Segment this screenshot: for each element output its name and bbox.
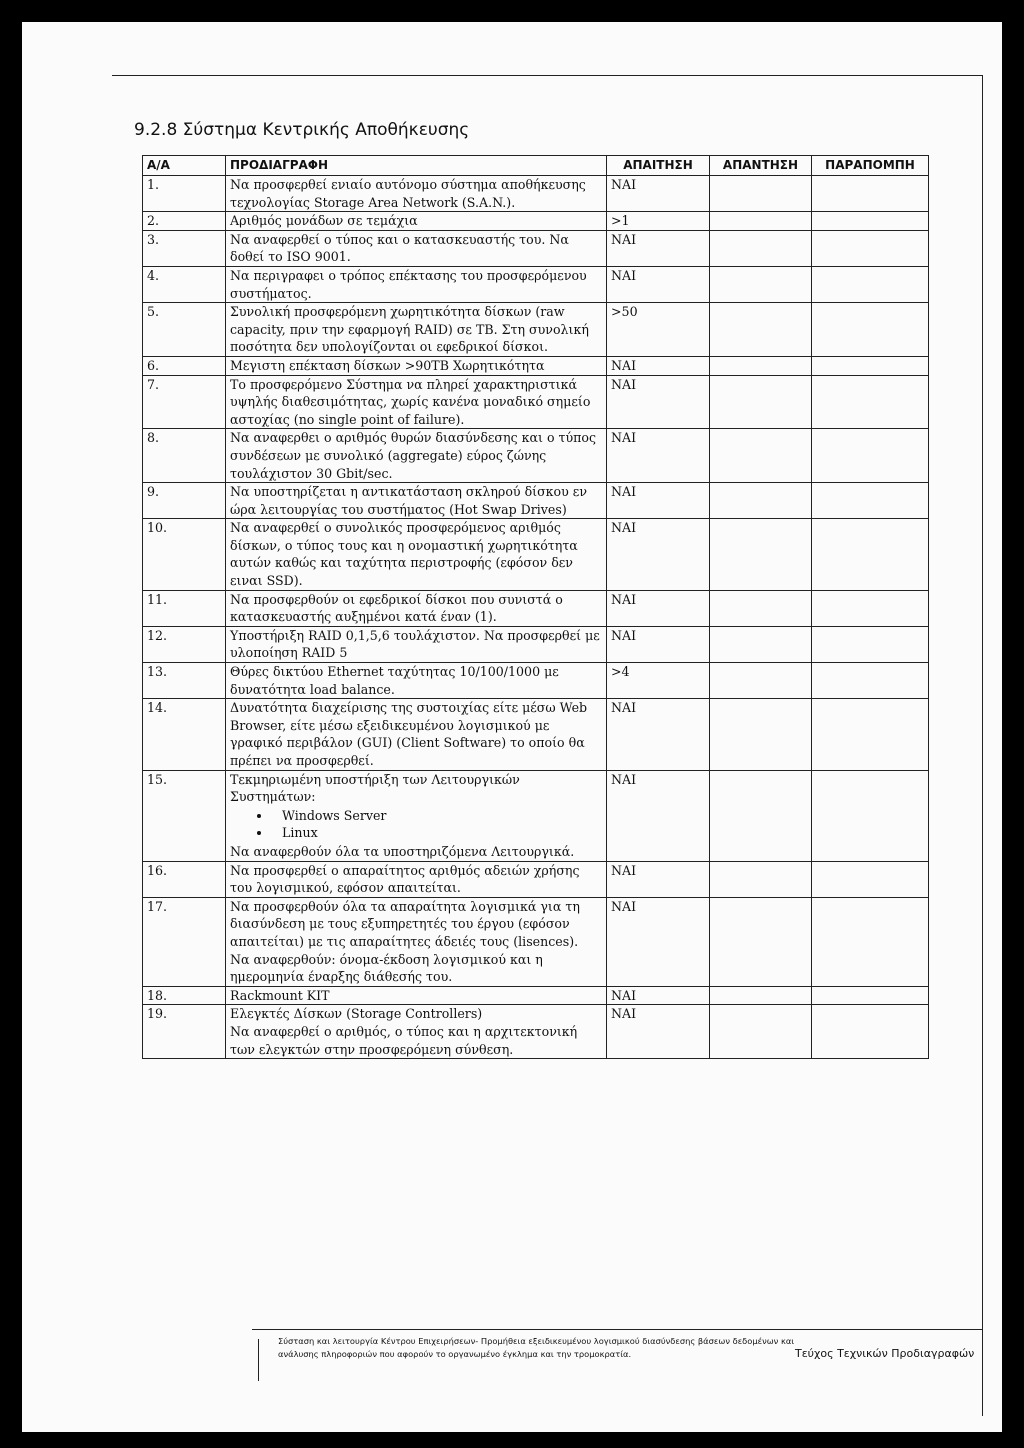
header-specification: ΠΡΟΔΙΑΓΡΑΦΗ bbox=[226, 156, 607, 176]
row-description bbox=[226, 663, 607, 699]
description-text: Δυνατότητα διαχείρισης της συστοιχίας είτε μέσω Web Browser, είτε μέσω εξειδικευμένου λογισμικού με γραφικό περιβάλον (GUI) (Client Software) το οποίο θα πρέπει να προσφερθεί. bbox=[230, 700, 588, 768]
row-number: 2. bbox=[143, 212, 226, 231]
row-requirement: >4 bbox=[607, 663, 710, 699]
header-answer: ΑΠΑΝΤΗΣΗ bbox=[710, 156, 812, 176]
table-row bbox=[143, 176, 929, 212]
row-requirement: ΝΑΙ bbox=[607, 897, 710, 986]
description-text: Να υποστηρίζεται η αντικατάσταση σκληρού δίσκου εν ώρα λειτουργίας του συστήματος (Hot Swap Drives) bbox=[230, 484, 587, 517]
row-description bbox=[226, 266, 607, 302]
row-reference bbox=[812, 519, 929, 590]
row-answer bbox=[710, 626, 812, 662]
row-description bbox=[226, 770, 607, 861]
document-page bbox=[22, 22, 1002, 1432]
description-text: Να προσφερθούν οι εφεδρικοί δίσκοι που συνιστά ο κατασκευαστής αυξημένοι κατά έναν (1). bbox=[230, 591, 563, 625]
specification-table bbox=[142, 155, 929, 1059]
table-row bbox=[143, 626, 929, 662]
header-aa: Α/Α bbox=[143, 156, 226, 176]
row-reference bbox=[812, 770, 929, 861]
row-reference bbox=[812, 375, 929, 429]
row-answer bbox=[710, 897, 812, 986]
row-requirement: ΝΑΙ bbox=[607, 356, 710, 375]
row-answer bbox=[710, 590, 812, 626]
row-reference bbox=[812, 483, 929, 519]
row-reference bbox=[812, 176, 929, 212]
row-number: 7. bbox=[143, 375, 226, 429]
row-reference bbox=[812, 663, 929, 699]
row-requirement: ΝΑΙ bbox=[607, 699, 710, 770]
footer-document-title: Τεύχος Τεχνικών Προδιαγραφών bbox=[795, 1347, 975, 1360]
row-reference bbox=[812, 356, 929, 375]
row-reference bbox=[812, 429, 929, 483]
row-requirement: >50 bbox=[607, 303, 710, 357]
row-answer bbox=[710, 861, 812, 897]
section-title: 9.2.8 Σύστημα Κεντρικής Αποθήκευσης bbox=[134, 120, 470, 140]
description-text: Το προσφερόμενο Σύστημα να πληρεί χαρακτηριστικά υψηλής διαθεσιμότητας, χωρίς κανένα μοναδικό σημείο αστοχίας (no single point of failure). bbox=[230, 376, 591, 427]
row-number: 4. bbox=[143, 266, 226, 302]
description-text: Να αναφερθεί ο τύπος και ο κατασκευαστής του. Να δοθεί το ISO 9001. bbox=[230, 231, 569, 265]
row-description bbox=[226, 1005, 607, 1059]
row-description bbox=[226, 212, 607, 231]
description-text: Τεκμηριωμένη υποστήριξη των Λειτουργικών Συστημάτων: bbox=[230, 771, 520, 805]
row-number: 9. bbox=[143, 483, 226, 519]
row-answer bbox=[710, 519, 812, 590]
description-text: Υποστήριξη RAID 0,1,5,6 τουλάχιστον. Να προσφερθεί με υλοποίηση RAID 5 bbox=[230, 627, 600, 661]
row-number: 16. bbox=[143, 861, 226, 897]
row-requirement: ΝΑΙ bbox=[607, 626, 710, 662]
row-reference bbox=[812, 212, 929, 231]
table-row bbox=[143, 663, 929, 699]
table-row bbox=[143, 375, 929, 429]
row-answer bbox=[710, 1005, 812, 1059]
row-answer bbox=[710, 303, 812, 357]
row-requirement: >1 bbox=[607, 212, 710, 231]
description-text: Να προσφερθούν όλα τα απαραίτητα λογισμικά για τη διασύνδεση με τους εξυπηρετητές του έργου (εφόσον απαιτείται) με τις απαραίτητες άδειές τους (lisences). bbox=[230, 898, 580, 949]
row-number: 12. bbox=[143, 626, 226, 662]
table-row bbox=[143, 861, 929, 897]
row-requirement: ΝΑΙ bbox=[607, 429, 710, 483]
row-description bbox=[226, 861, 607, 897]
page-footer bbox=[252, 1329, 982, 1379]
description-text: Να προσφερθεί ο απαραίτητος αριθμός αδειών χρήσης του λογισμικού, εφόσον απαιτείται. bbox=[230, 862, 580, 896]
row-requirement: ΝΑΙ bbox=[607, 483, 710, 519]
row-answer bbox=[710, 429, 812, 483]
bullet-list bbox=[230, 807, 602, 842]
bullet-item: • Linux bbox=[272, 824, 602, 842]
table-row bbox=[143, 897, 929, 986]
description-text: Να περιγραφει ο τρόπος επέκτασης του προσφερόμενου συστήματος. bbox=[230, 267, 587, 301]
row-reference bbox=[812, 861, 929, 897]
row-number: 19. bbox=[143, 1005, 226, 1059]
table-body bbox=[143, 176, 929, 1059]
row-requirement: ΝΑΙ bbox=[607, 861, 710, 897]
table-row bbox=[143, 699, 929, 770]
row-number: 13. bbox=[143, 663, 226, 699]
row-number: 1. bbox=[143, 176, 226, 212]
description-text: Να αναφερθεί ο συνολικός προσφερόμενος αριθμός δίσκων, ο τύπος τους και η ονομαστική χωρητικότητα αυτών καθώς και ταχύτητα περιστροφής (εφόσον δεν ειναι SSD). bbox=[230, 520, 578, 589]
description-text: Να προσφερθεί ενιαίο αυτόνομο σύστημα αποθήκευσης τεχνολογίας Storage Area Network (S.A.N.). bbox=[230, 177, 586, 210]
row-requirement: ΝΑΙ bbox=[607, 986, 710, 1005]
row-description bbox=[226, 230, 607, 266]
table-row bbox=[143, 519, 929, 590]
row-reference bbox=[812, 303, 929, 357]
row-reference bbox=[812, 266, 929, 302]
table-header-row bbox=[143, 156, 929, 176]
row-description bbox=[226, 356, 607, 375]
row-number: 8. bbox=[143, 429, 226, 483]
row-number: 14. bbox=[143, 699, 226, 770]
description-extra-text: Να αναφερθεί ο αριθμός, ο τύπος και η αρχιτεκτονική των ελεγκτών στην προσφερόμενη σύνθεση. bbox=[230, 1023, 578, 1057]
row-answer bbox=[710, 770, 812, 861]
row-description bbox=[226, 176, 607, 212]
description-text: Ελεγκτές Δίσκων (Storage Controllers) bbox=[230, 1006, 483, 1022]
footer-project-text: Σύσταση και λειτουργία Κέντρου Επιχειρήσεων- Προμήθεια εξειδικευμένου λογισμικού διασύνδεσης βάσεων δεδομένων και ανάλυσης πληροφοριών που αφορούν το οργανωμένο έγκλημα και την τρομοκρατία. bbox=[278, 1336, 795, 1359]
row-description bbox=[226, 303, 607, 357]
row-reference bbox=[812, 986, 929, 1005]
row-description bbox=[226, 375, 607, 429]
row-answer bbox=[710, 375, 812, 429]
header-requirement: ΑΠΑΙΤΗΣΗ bbox=[607, 156, 710, 176]
row-answer bbox=[710, 986, 812, 1005]
row-number: 5. bbox=[143, 303, 226, 357]
row-description bbox=[226, 483, 607, 519]
description-text: Αριθμός μονάδων σε τεμάχια bbox=[230, 213, 418, 229]
row-number: 10. bbox=[143, 519, 226, 590]
row-answer bbox=[710, 230, 812, 266]
table-row bbox=[143, 770, 929, 861]
row-number: 15. bbox=[143, 770, 226, 861]
row-description bbox=[226, 626, 607, 662]
row-answer bbox=[710, 266, 812, 302]
row-answer bbox=[710, 212, 812, 231]
row-description bbox=[226, 519, 607, 590]
description-text: Να αναφερθει ο αριθμός θυρών διασύνδεσης και ο τύπος συνδέσεων με συνολικό (aggregate) εύρος ζώνης τουλάχιστον 30 Gbit/sec. bbox=[230, 430, 597, 481]
row-answer bbox=[710, 356, 812, 375]
header-reference: ΠΑΡΑΠΟΜΠΗ bbox=[812, 156, 929, 176]
table-row bbox=[143, 303, 929, 357]
row-number: 18. bbox=[143, 986, 226, 1005]
row-reference bbox=[812, 626, 929, 662]
table-row bbox=[143, 429, 929, 483]
table-row bbox=[143, 230, 929, 266]
description-text: Rackmount KIT bbox=[230, 987, 330, 1003]
row-answer bbox=[710, 176, 812, 212]
row-description bbox=[226, 986, 607, 1005]
row-answer bbox=[710, 483, 812, 519]
row-reference bbox=[812, 230, 929, 266]
row-description bbox=[226, 699, 607, 770]
row-requirement: ΝΑΙ bbox=[607, 266, 710, 302]
footer-divider bbox=[258, 1339, 259, 1381]
row-requirement: ΝΑΙ bbox=[607, 590, 710, 626]
row-reference bbox=[812, 1005, 929, 1059]
row-requirement: ΝΑΙ bbox=[607, 230, 710, 266]
row-description bbox=[226, 429, 607, 483]
table-row bbox=[143, 1005, 929, 1059]
row-number: 17. bbox=[143, 897, 226, 986]
table-row bbox=[143, 986, 929, 1005]
table-row bbox=[143, 590, 929, 626]
row-description bbox=[226, 897, 607, 986]
row-description bbox=[226, 590, 607, 626]
row-requirement: ΝΑΙ bbox=[607, 519, 710, 590]
row-number: 3. bbox=[143, 230, 226, 266]
row-reference bbox=[812, 897, 929, 986]
row-requirement: ΝΑΙ bbox=[607, 176, 710, 212]
table-row bbox=[143, 212, 929, 231]
description-extra-text: Να αναφερθούν όλα τα υποστηριζόμενα Λειτουργικά. bbox=[230, 843, 575, 859]
bullet-item: • Windows Server bbox=[272, 807, 602, 825]
description-text: Μεγιστη επέκταση δίσκων >90TB Χωρητικότητα bbox=[230, 357, 545, 373]
table-row bbox=[143, 356, 929, 375]
row-answer bbox=[710, 663, 812, 699]
row-answer bbox=[710, 699, 812, 770]
footer-rule bbox=[252, 1329, 982, 1330]
row-requirement: ΝΑΙ bbox=[607, 1005, 710, 1059]
table-row bbox=[143, 483, 929, 519]
row-number: 6. bbox=[143, 356, 226, 375]
row-number: 11. bbox=[143, 590, 226, 626]
row-reference bbox=[812, 699, 929, 770]
description-text: Συνολική προσφερόμενη χωρητικότητα δίσκων (raw capacity, πριν την εφαρμογή RAID) σε TB. Στη συνολική ποσότητα δεν υπολογίζονται οι εφεδρικοί δίσκοι. bbox=[230, 304, 589, 355]
description-text: Θύρες δικτύου Ethernet ταχύτητας 10/100/1000 με δυνατότητα load balance. bbox=[230, 664, 559, 697]
table-row bbox=[143, 266, 929, 302]
description-extra-text: Να αναφερθούν: όνομα-έκδοση λογισμικού και η ημερομηνία έναρξης διάθεσής του. bbox=[230, 951, 543, 985]
row-requirement: ΝΑΙ bbox=[607, 375, 710, 429]
row-requirement: ΝΑΙ bbox=[607, 770, 710, 861]
row-reference bbox=[812, 590, 929, 626]
